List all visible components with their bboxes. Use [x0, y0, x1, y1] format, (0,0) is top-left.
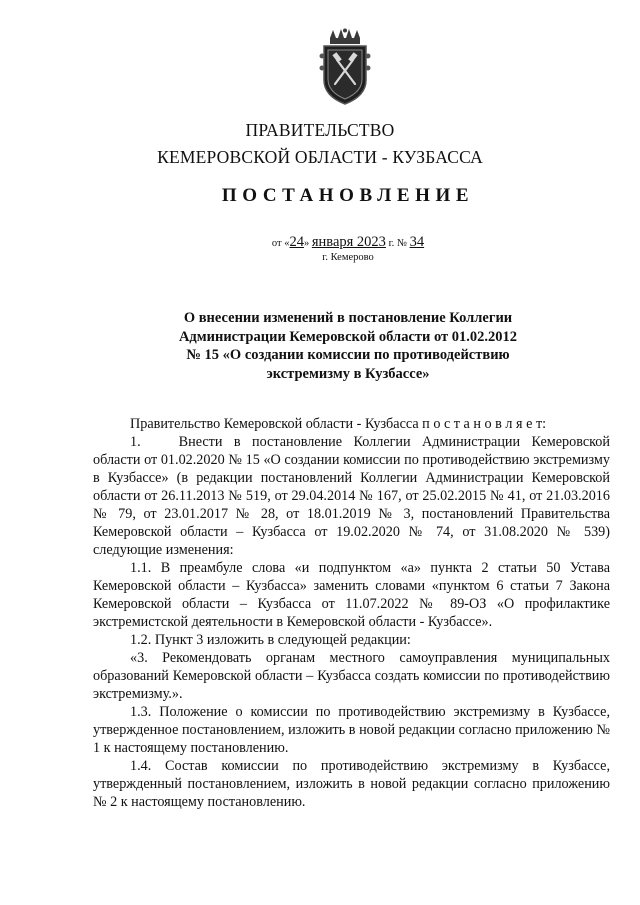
preamble: Правительство Кемеровской области - Кузбасса п о с т а н о в л я е т:	[130, 416, 547, 432]
item-1-text: Внести в постановление Коллегии Администрации Кемеровской области от 01.02.2020 № 15 «О создании комиссии по противодействию экстремизму в Кузбассе» (в редакции постановлений Коллегии Администрации Кемеровской области от 26.11.2013 № 519, от 29.04.2014 № 167, от 25.02.2015 № 41, от 21.03.2016 № 79, от 23.01.2017 № 28, от 18.01.2019 № 3, постановлений Правительства Кемеровской области – Кузбасса от 19.02.2020 № 74, от 31.08.2020 № 539) следующие изменения:	[93, 434, 610, 558]
government-name-line-1: ПРАВИТЕЛЬСТВО	[245, 120, 395, 140]
title-line-3: № 15 «О создании комиссии по противодействию	[186, 347, 510, 363]
document-body	[93, 415, 610, 811]
title-line-2: Администрации Кемеровской области от 01.02.2012	[178, 328, 518, 345]
item-1-3: 1.3. Положение о комиссии по противодействию экстремизму в Кузбассе, утвержденное постановлением, изложить в новой редакции согласно приложению № 1 к настоящему постановлению.	[93, 704, 610, 756]
document-type: ПОСТАНОВЛЕНИЕ	[221, 185, 475, 206]
item-1-number: 1.	[130, 434, 141, 450]
item-1-4: 1.4. Состав комиссии по противодействию экстремизму в Кузбассе, утвержденный постановлением, изложить в новой редакции согласно приложению № 2 к настоящему постановлению.	[93, 758, 610, 810]
title-line-1: О внесении изменений в постановление Коллегии	[183, 310, 513, 326]
item-1-1: 1.1. В преамбуле слова «и подпунктом «а» пункта 2 статьи 50 Устава Кемеровской области – Кузбасса» заменить словами «пунктом 6 статьи 7 Закона Кемеровской области – Кузбасса от 11.07.2022 № 89-ОЗ «О профилактике экстремистской деятельности в Кемеровской области - Кузбассе».	[93, 560, 610, 630]
government-name-line-2: КЕМЕРОВСКОЙ ОБЛАСТИ - КУЗБАССА	[157, 147, 483, 167]
item-1-2-quote: «3. Рекомендовать органам местного самоуправления муниципальных образований Кемеровской области – Кузбасса создать комиссии по противодействию экстремизму.».	[93, 650, 610, 702]
item-1	[93, 433, 610, 559]
date-line	[0, 234, 640, 251]
city: г. Кемерово	[322, 252, 374, 263]
date-day: 24	[289, 234, 304, 250]
item-1-2: 1.2. Пункт 3 изложить в следующей редакции:	[130, 632, 411, 648]
title-line-4: экстремизму в Кузбассе»	[266, 365, 430, 382]
document-number: 34	[409, 234, 425, 250]
document-title	[150, 309, 546, 383]
date-year-suffix: г.	[388, 238, 395, 249]
coat-of-arms-icon	[318, 28, 372, 106]
date-mid: »	[303, 238, 310, 249]
date-month-year: января 2023	[311, 234, 386, 250]
date-prefix: от «	[271, 238, 290, 249]
number-prefix: №	[396, 238, 407, 249]
